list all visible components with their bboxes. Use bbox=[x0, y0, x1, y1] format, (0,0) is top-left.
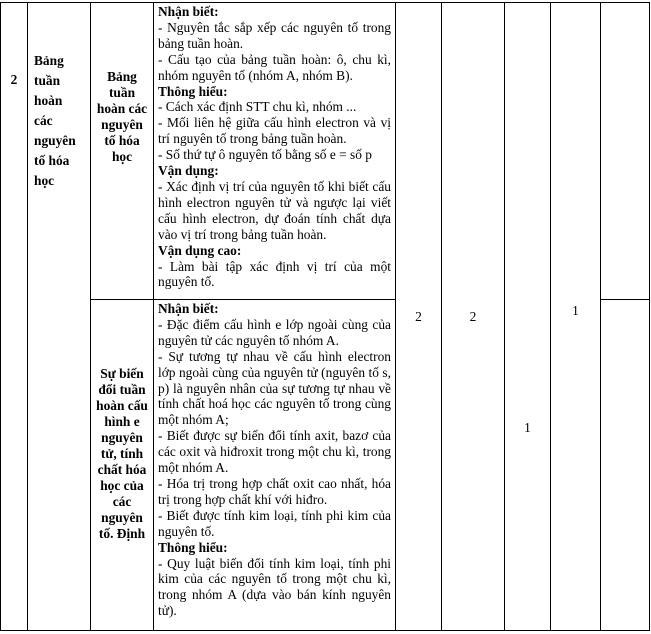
list-item: - Cách xác định STT chu kì, nhóm ... bbox=[158, 99, 357, 115]
list-item: - Đặc điểm cấu hình e lớp ngoài cùng của nguyên tử các nguyên tố nhóm A. bbox=[158, 316, 391, 348]
unit-name-2: Sự biến đổi tuần hoàn cấu hình e nguyên tử, tính chất hóa học của các nguyên tố. Định bbox=[96, 366, 148, 541]
list-item: - Biết được tính kim loại, tính phi kim của nguyên tố. bbox=[158, 507, 391, 539]
unit-cell-1 bbox=[91, 3, 154, 300]
list-item: - Biết được sự biến đổi tính axit, bazơ của các oxit và hiđroxit trong một chu kì, trong một nhóm A. bbox=[158, 428, 391, 476]
empty-cell-bottom bbox=[601, 300, 650, 631]
list-item: - Làm bài tập xác định vị trí của một nguyên tố. bbox=[158, 258, 391, 290]
count-cell-thong-hieu bbox=[442, 3, 505, 631]
count-cell-van-dung-cao bbox=[551, 3, 601, 631]
unit-cell-2 bbox=[91, 300, 154, 631]
list-item: - Nguyên tắc sắp xếp các nguyên tố trong bảng tuần hoàn. bbox=[158, 19, 391, 51]
count-cell-van-dung bbox=[505, 3, 551, 631]
table-row bbox=[1, 3, 650, 300]
description-list-2 bbox=[154, 300, 395, 619]
list-item: - Mối liên hệ giữa cấu hình electron và vị trí nguyên tố trong bảng tuần hoàn. bbox=[158, 115, 391, 147]
level-heading: Thông hiểu: bbox=[158, 83, 228, 99]
specification-matrix-table bbox=[0, 2, 650, 631]
level-heading: Nhận biết: bbox=[158, 4, 219, 19]
description-list-1 bbox=[154, 3, 395, 290]
count-cell-nhan-biet bbox=[396, 3, 442, 631]
list-item: - Xác định vị trí của nguyên tố khi biết cấu hình electron nguyên tử và ngược lại viết cấu hình electron, dự đoán tính chất dựa vào vị trí trong bảng tuần hoàn. bbox=[158, 178, 391, 242]
level-heading: Nhận biết: bbox=[158, 301, 219, 316]
list-item: - Cấu tạo của bảng tuần hoàn: ô, chu kì, nhóm nguyên tố (nhóm A, nhóm B). bbox=[158, 51, 391, 83]
count-thong-hieu: 2 bbox=[469, 308, 477, 324]
list-item: - Quy luật biến đổi tính kim loại, tính phi kim của các nguyên tố trong một chu kì, trong nhóm A (dựa vào bán kính nguyên tử). bbox=[158, 555, 391, 619]
description-cell-2 bbox=[154, 300, 396, 631]
stt-value: 2 bbox=[10, 72, 18, 87]
list-item: - Hóa trị trong hợp chất oxit cao nhất, hóa trị trong hợp chất khí với hiđro. bbox=[158, 475, 391, 507]
list-item: - Số thứ tự ô nguyên tố bằng số e = số p bbox=[158, 147, 372, 163]
empty-cell-top bbox=[601, 3, 650, 300]
description-cell-1 bbox=[154, 3, 396, 300]
list-item: - Sự tương tự nhau về cấu hình electron lớp ngoài cùng của nguyên tử (nguyên tố s, p) là nguyên nhân của sự tương tự nhau về tính chất hoá học các nguyên tố trong cùng một nhóm A; bbox=[158, 348, 391, 428]
topic-cell bbox=[28, 3, 91, 631]
stt-cell bbox=[1, 3, 28, 631]
unit-name-1: Bảng tuần hoàn các nguyên tố hóa học bbox=[96, 69, 148, 164]
level-heading: Thông hiểu: bbox=[158, 539, 228, 555]
count-nhan-biet: 2 bbox=[415, 308, 422, 324]
topic-text: Bảng tuần hoàn các nguyên tố hóa học bbox=[34, 53, 76, 188]
count-van-dung-cao: 1 bbox=[572, 303, 579, 318]
level-heading: Vận dụng: bbox=[158, 163, 219, 179]
level-heading: Vận dụng cao: bbox=[158, 242, 242, 258]
count-van-dung: 1 bbox=[524, 420, 531, 435]
